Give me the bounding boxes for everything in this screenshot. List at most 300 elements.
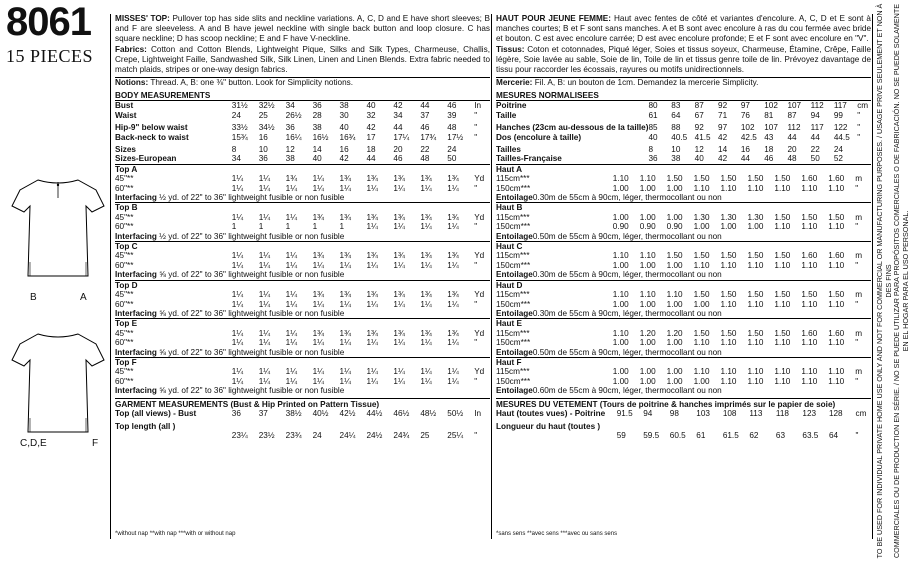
unit-cell: " bbox=[857, 132, 861, 142]
table-cell: 1¼ bbox=[258, 260, 271, 270]
unit-cell: " bbox=[474, 222, 478, 232]
table-cell: 1.00 bbox=[747, 222, 764, 232]
table-cell: 33½ bbox=[231, 123, 248, 133]
table-cell bbox=[366, 164, 393, 174]
table-cell: 61 bbox=[696, 431, 706, 441]
table-cell: 18 bbox=[764, 145, 774, 154]
table-cell: 42 bbox=[393, 101, 403, 111]
view-table bbox=[496, 357, 871, 396]
interfacing-row bbox=[496, 309, 871, 318]
back-view-sketch-2 bbox=[8, 330, 108, 442]
table-cell: 1¼ bbox=[393, 299, 405, 309]
table-cell bbox=[694, 280, 721, 290]
table-cell bbox=[667, 319, 694, 329]
yardage-row bbox=[115, 213, 490, 222]
table-cell: 1¼ bbox=[366, 299, 378, 309]
table-cell bbox=[640, 280, 667, 290]
yardage-row bbox=[115, 329, 490, 338]
unit-cell: Yd bbox=[474, 367, 485, 377]
table-cell: 37 bbox=[258, 409, 268, 419]
table-cell bbox=[259, 422, 286, 431]
table-cell: 40 bbox=[694, 154, 704, 164]
interfacing-row bbox=[115, 270, 490, 279]
table-cell: 1¾ bbox=[312, 290, 324, 300]
table-cell bbox=[232, 357, 259, 367]
interfacing-row bbox=[496, 386, 871, 395]
table-cell: 46½ bbox=[393, 409, 410, 419]
table-cell: 1¾ bbox=[447, 212, 459, 222]
unit-cell: " bbox=[474, 183, 478, 193]
table-cell: 1.00 bbox=[693, 222, 710, 232]
yardage-row bbox=[496, 290, 871, 299]
interfacing-text: ⅝ yd. of 22" to 36" lightweight fusible or non fusible bbox=[156, 270, 345, 280]
table-cell: 98 bbox=[669, 409, 679, 419]
table-cell: 1.00 bbox=[612, 299, 629, 309]
row-label: Top C bbox=[115, 242, 138, 252]
table-cell bbox=[617, 422, 644, 431]
table-cell: 80 bbox=[648, 101, 658, 111]
table-cell: 44 bbox=[810, 132, 820, 142]
table-cell: 1¼ bbox=[420, 338, 432, 348]
table-cell: 1.10 bbox=[720, 338, 737, 348]
row-label: 45"** bbox=[115, 290, 134, 300]
table-cell: 1.00 bbox=[666, 260, 683, 270]
table-cell: 1¼ bbox=[366, 376, 378, 386]
table-cell: 1¼ bbox=[258, 212, 271, 222]
table-cell: 24 bbox=[312, 431, 322, 441]
interfacing-label: Entoilage bbox=[496, 308, 533, 318]
table-cell: 42 bbox=[339, 154, 349, 164]
table-cell: 1.10 bbox=[801, 376, 818, 386]
view-title-row bbox=[496, 242, 871, 252]
table-cell bbox=[420, 319, 447, 329]
unit-cell: m bbox=[855, 212, 863, 222]
table-cell: 1¼ bbox=[447, 376, 459, 386]
table-cell: 40 bbox=[648, 132, 658, 142]
interfacing-row bbox=[115, 232, 490, 241]
table-cell: 1¾ bbox=[339, 251, 351, 261]
table-cell bbox=[643, 422, 670, 431]
interfacing-label: Interfacing bbox=[115, 308, 157, 318]
table-cell: 42.5 bbox=[740, 132, 757, 142]
table-cell: 61 bbox=[648, 110, 658, 120]
unit-cell: " bbox=[474, 110, 478, 120]
table-cell: 1¼ bbox=[231, 290, 244, 300]
column-divider-mid bbox=[491, 14, 492, 539]
yardage-row bbox=[496, 367, 871, 376]
table-cell: 1.10 bbox=[639, 251, 656, 261]
table-cell: 81 bbox=[764, 110, 774, 120]
table-cell: 1¼ bbox=[420, 222, 432, 232]
table-cell: 92 bbox=[718, 101, 728, 111]
table-cell: 1¾ bbox=[366, 328, 378, 338]
table-cell: 17¼ bbox=[393, 132, 410, 142]
interfacing-text: 0.30m de 55cm à 90cm, léger, thermocollant ou non bbox=[532, 193, 722, 203]
table-cell: 46 bbox=[764, 154, 774, 164]
table-cell bbox=[640, 164, 667, 174]
table-cell: 1.50 bbox=[747, 290, 764, 300]
table-cell bbox=[393, 422, 420, 431]
table-cell bbox=[340, 280, 367, 290]
table-cell: 36 bbox=[285, 123, 295, 133]
table-cell: 1.10 bbox=[720, 260, 737, 270]
table-cell: 1.30 bbox=[747, 212, 764, 222]
garment-bust-row bbox=[115, 409, 490, 418]
table-cell: 1¼ bbox=[285, 260, 298, 270]
table-cell: 62 bbox=[749, 431, 759, 441]
measurement-row bbox=[115, 133, 490, 142]
unit-cell: " bbox=[474, 338, 478, 348]
fabrics-fr: Tissus: Coton et cotonnades, Piqué léger, Soies et tissus soyeux, Charmeuse, Étamine, Crêpe, Faille légère, Soie lavée au sable, Soie de lin, Toile de lin et tissus genre toile de lin. Prévoyez davantage de tissu pour raccorder les écossais, rayures ou motifs unidirectionnels. bbox=[496, 45, 871, 74]
unit-cell: In bbox=[474, 101, 482, 111]
view-title-row bbox=[115, 164, 490, 174]
interfacing-row bbox=[496, 193, 871, 202]
table-cell bbox=[774, 319, 801, 329]
table-cell: 44 bbox=[787, 132, 797, 142]
table-cell: 26½ bbox=[285, 110, 302, 120]
table-cell: 25¼ bbox=[447, 431, 464, 441]
table-cell: 1¼ bbox=[285, 251, 298, 261]
table-cell: 1¼ bbox=[420, 183, 432, 193]
table-cell bbox=[313, 164, 340, 174]
interfacing-label: Interfacing bbox=[115, 386, 157, 396]
column-divider-left bbox=[110, 14, 111, 539]
view-title-row bbox=[115, 242, 490, 252]
table-cell: 1¼ bbox=[447, 299, 459, 309]
table-cell: 12 bbox=[694, 145, 704, 154]
table-cell: 108 bbox=[722, 409, 737, 419]
row-label: Hip-9" below waist bbox=[115, 123, 188, 133]
garment-length-label-row bbox=[496, 422, 871, 431]
table-cell bbox=[420, 280, 447, 290]
interfacing-text: ⅝ yd. of 22" to 36" lightweight fusible or non fusible bbox=[156, 386, 345, 396]
table-cell bbox=[447, 242, 474, 252]
table-cell bbox=[721, 319, 748, 329]
table-cell: 1.10 bbox=[828, 338, 845, 348]
table-cell: 10 bbox=[671, 145, 681, 154]
table-cell: 17¾ bbox=[420, 132, 437, 142]
row-label: 115cm*** bbox=[496, 174, 530, 184]
table-cell: 123 bbox=[802, 409, 817, 419]
row-label: 115cm*** bbox=[496, 212, 530, 222]
table-cell: 1¼ bbox=[258, 251, 271, 261]
table-cell bbox=[747, 357, 774, 367]
table-cell: 64 bbox=[671, 110, 681, 120]
unit-cell: Yd bbox=[474, 251, 485, 261]
interfacing-row bbox=[115, 348, 490, 357]
table-cell bbox=[723, 422, 750, 431]
unit-cell bbox=[855, 242, 871, 252]
table-cell: 14 bbox=[718, 145, 728, 154]
french-column bbox=[496, 14, 871, 441]
table-cell: 1.50 bbox=[774, 212, 791, 222]
table-cell: 17 bbox=[366, 132, 376, 142]
table-cell bbox=[801, 242, 828, 252]
unit-cell: In bbox=[474, 409, 482, 419]
table-cell bbox=[259, 164, 286, 174]
table-cell bbox=[694, 319, 721, 329]
table-cell: 83 bbox=[671, 101, 681, 111]
table-cell: 103 bbox=[696, 409, 710, 419]
table-cell: 1.00 bbox=[693, 376, 710, 386]
table-cell bbox=[747, 164, 774, 174]
table-cell bbox=[801, 164, 828, 174]
row-label: Hanches (23cm au-dessous de la taille) bbox=[496, 123, 649, 133]
interfacing-label: Interfacing bbox=[115, 193, 157, 203]
table-cell bbox=[232, 203, 259, 213]
body-measurements-table bbox=[115, 101, 490, 163]
table-cell: 38 bbox=[671, 154, 681, 164]
row-label: 60"** bbox=[115, 183, 134, 193]
row-label: Top length (all ) bbox=[115, 421, 176, 431]
unit-cell bbox=[474, 357, 490, 367]
table-cell: 1¼ bbox=[231, 174, 244, 184]
table-cell: 1.00 bbox=[612, 367, 629, 377]
table-cell: 1.50 bbox=[747, 251, 764, 261]
table-cell: 1¼ bbox=[285, 290, 298, 300]
unit-cell: m bbox=[855, 328, 863, 338]
table-cell: 39 bbox=[447, 110, 457, 120]
table-cell: 36 bbox=[648, 154, 658, 164]
table-cell bbox=[747, 203, 774, 213]
unit-cell: cm bbox=[857, 101, 869, 111]
row-label: Waist bbox=[115, 110, 137, 120]
interfacing-label: Entoilage bbox=[496, 231, 533, 241]
table-cell: 24 bbox=[833, 145, 843, 154]
table-cell: 94 bbox=[810, 110, 820, 120]
table-cell bbox=[340, 242, 367, 252]
table-cell: 1¼ bbox=[339, 260, 351, 270]
table-cell: 1¼ bbox=[312, 174, 324, 184]
table-cell: 12 bbox=[285, 145, 295, 154]
table-cell bbox=[721, 164, 748, 174]
table-cell: 1¼ bbox=[447, 222, 459, 232]
table-cell: 1.10 bbox=[693, 367, 710, 377]
table-cell: 1.60 bbox=[828, 328, 845, 338]
body-measurements-header-fr: MESURES NORMALISEES bbox=[496, 91, 871, 102]
table-cell bbox=[286, 203, 313, 213]
interfacing-label: Entoilage bbox=[496, 347, 533, 357]
table-cell bbox=[447, 280, 474, 290]
yardage-row bbox=[496, 261, 871, 270]
yardage-row bbox=[115, 290, 490, 299]
table-cell: 1¼ bbox=[285, 338, 298, 348]
unit-cell: " bbox=[855, 299, 859, 309]
view-table bbox=[496, 318, 871, 357]
interfacing-text: 0.60m de 55cm à 90cm, léger, thermocollant ou non bbox=[532, 386, 722, 396]
table-cell: 17½ bbox=[447, 132, 464, 142]
measurement-row bbox=[496, 123, 871, 132]
table-cell bbox=[447, 319, 474, 329]
table-cell bbox=[801, 319, 828, 329]
table-cell bbox=[613, 203, 640, 213]
interfacing-label: Interfacing bbox=[115, 347, 157, 357]
interfacing-row bbox=[115, 386, 490, 395]
unit-cell: " bbox=[474, 123, 478, 133]
table-cell: 97 bbox=[740, 101, 750, 111]
table-cell bbox=[232, 422, 259, 431]
table-cell: 32½ bbox=[258, 101, 275, 111]
table-cell: 1¼ bbox=[420, 299, 432, 309]
row-label: Haut (toutes vues) - Poitrine bbox=[496, 409, 606, 419]
table-cell: 1¼ bbox=[447, 338, 459, 348]
table-cell bbox=[313, 242, 340, 252]
garment-length-row bbox=[115, 431, 490, 440]
row-label: 150cm*** bbox=[496, 183, 531, 193]
table-cell bbox=[420, 242, 447, 252]
table-cell: 23½ bbox=[258, 431, 275, 441]
table-cell: 1¼ bbox=[231, 260, 244, 270]
table-cell bbox=[313, 280, 340, 290]
table-cell bbox=[286, 319, 313, 329]
table-cell: 37 bbox=[420, 110, 430, 120]
table-cell: 1¼ bbox=[258, 290, 271, 300]
table-cell: 1.10 bbox=[774, 299, 791, 309]
yardage-views-fr bbox=[496, 164, 871, 396]
table-cell: 1.10 bbox=[828, 183, 845, 193]
table-cell bbox=[747, 280, 774, 290]
table-cell bbox=[447, 203, 474, 213]
table-cell: 0.90 bbox=[666, 222, 683, 232]
table-cell bbox=[747, 242, 774, 252]
table-cell: 1.00 bbox=[612, 212, 629, 222]
unit-cell bbox=[474, 422, 490, 431]
table-cell: 24¾ bbox=[393, 431, 410, 441]
row-label: Taille bbox=[496, 110, 517, 120]
table-cell bbox=[613, 319, 640, 329]
table-cell: 1.60 bbox=[828, 174, 845, 184]
table-cell: 1.50 bbox=[720, 328, 737, 338]
table-cell bbox=[694, 242, 721, 252]
table-cell: 1¾ bbox=[366, 290, 378, 300]
table-cell bbox=[774, 242, 801, 252]
row-label: Top F bbox=[115, 357, 137, 367]
table-cell: 34 bbox=[393, 110, 403, 120]
table-cell: 40 bbox=[339, 123, 349, 133]
table-cell bbox=[366, 280, 393, 290]
table-cell: 1.10 bbox=[801, 338, 818, 348]
table-cell: 1.50 bbox=[801, 290, 818, 300]
table-cell bbox=[366, 203, 393, 213]
table-cell: 28 bbox=[312, 110, 322, 120]
table-cell: 1.10 bbox=[828, 376, 845, 386]
table-cell: 1.60 bbox=[801, 251, 818, 261]
unit-cell: " bbox=[855, 183, 859, 193]
table-cell: 40 bbox=[312, 154, 322, 164]
unit-cell: " bbox=[855, 431, 859, 441]
table-cell: 1.00 bbox=[612, 260, 629, 270]
table-cell bbox=[640, 203, 667, 213]
unit-cell bbox=[474, 154, 490, 163]
row-label: 115cm*** bbox=[496, 290, 530, 300]
table-cell bbox=[640, 357, 667, 367]
table-cell: 22 bbox=[420, 145, 430, 154]
table-cell: 1.00 bbox=[639, 260, 656, 270]
table-cell: 1¼ bbox=[420, 376, 432, 386]
table-cell: 1.50 bbox=[693, 174, 710, 184]
table-cell: 1¼ bbox=[393, 376, 405, 386]
table-cell: 1.10 bbox=[774, 222, 791, 232]
table-cell: 31½ bbox=[231, 101, 248, 111]
table-cell: 1.00 bbox=[720, 222, 737, 232]
table-cell: 1.50 bbox=[693, 290, 710, 300]
yardage-row bbox=[115, 338, 490, 347]
table-cell: 1¼ bbox=[339, 376, 351, 386]
table-cell: 23¾ bbox=[285, 431, 302, 441]
row-label: Haut B bbox=[496, 203, 523, 213]
measurement-row bbox=[115, 111, 490, 120]
interfacing-label: Interfacing bbox=[115, 231, 157, 241]
table-cell bbox=[340, 319, 367, 329]
table-cell bbox=[259, 319, 286, 329]
table-cell bbox=[393, 164, 420, 174]
yardage-row bbox=[115, 174, 490, 183]
table-cell bbox=[694, 164, 721, 174]
table-cell bbox=[420, 422, 447, 431]
table-cell: 1.10 bbox=[774, 183, 791, 193]
table-cell: 1.00 bbox=[639, 183, 656, 193]
unit-cell: m bbox=[855, 367, 863, 377]
table-cell: 1¾ bbox=[447, 251, 459, 261]
table-cell: 63 bbox=[775, 431, 785, 441]
table-cell bbox=[313, 203, 340, 213]
table-cell bbox=[667, 280, 694, 290]
table-cell: 1¼ bbox=[339, 299, 351, 309]
pattern-number: 8061 bbox=[6, 0, 91, 44]
table-cell: 1¾ bbox=[420, 290, 432, 300]
yardage-row bbox=[496, 174, 871, 183]
table-cell: 48 bbox=[447, 123, 457, 133]
table-cell: 32 bbox=[366, 110, 376, 120]
table-cell bbox=[286, 164, 313, 174]
interfacing-text: ⅝ yd. of 22" to 36" lightweight fusible or non fusible bbox=[156, 347, 345, 357]
table-cell: 1.10 bbox=[720, 367, 737, 377]
table-cell: 1.00 bbox=[666, 367, 683, 377]
interfacing-text: ½ yd. of 22" to 36" lightweight fusible or non fusible bbox=[156, 231, 345, 241]
table-cell: 1¾ bbox=[312, 328, 324, 338]
table-cell: 1.00 bbox=[666, 338, 683, 348]
table-cell bbox=[613, 164, 640, 174]
table-cell bbox=[802, 422, 829, 431]
unit-cell: Yd bbox=[474, 212, 485, 222]
table-cell: 15¾ bbox=[231, 132, 248, 142]
measurement-row bbox=[496, 145, 871, 154]
table-cell: 94 bbox=[643, 409, 653, 419]
unit-cell bbox=[857, 154, 871, 163]
table-cell: 1.10 bbox=[801, 260, 818, 270]
table-cell: 1.50 bbox=[747, 174, 764, 184]
table-cell: 38 bbox=[312, 123, 322, 133]
table-cell: 1¾ bbox=[393, 212, 405, 222]
table-cell: 44 bbox=[740, 154, 750, 164]
table-cell: 1.10 bbox=[720, 183, 737, 193]
table-cell bbox=[694, 357, 721, 367]
table-cell bbox=[420, 357, 447, 367]
interfacing-row bbox=[115, 193, 490, 202]
table-cell: 1.50 bbox=[774, 174, 791, 184]
table-cell: 1¾ bbox=[420, 328, 432, 338]
table-cell: 16 bbox=[740, 145, 750, 154]
table-cell: 1¾ bbox=[366, 251, 378, 261]
unit-cell: " bbox=[855, 376, 859, 386]
table-cell: 38 bbox=[339, 101, 349, 111]
unit-cell bbox=[474, 164, 490, 174]
yardage-row bbox=[115, 184, 490, 193]
table-cell: 44 bbox=[366, 154, 376, 164]
table-cell: 1.00 bbox=[666, 376, 683, 386]
table-cell: 1¼ bbox=[231, 376, 244, 386]
table-cell: 64 bbox=[828, 431, 839, 441]
